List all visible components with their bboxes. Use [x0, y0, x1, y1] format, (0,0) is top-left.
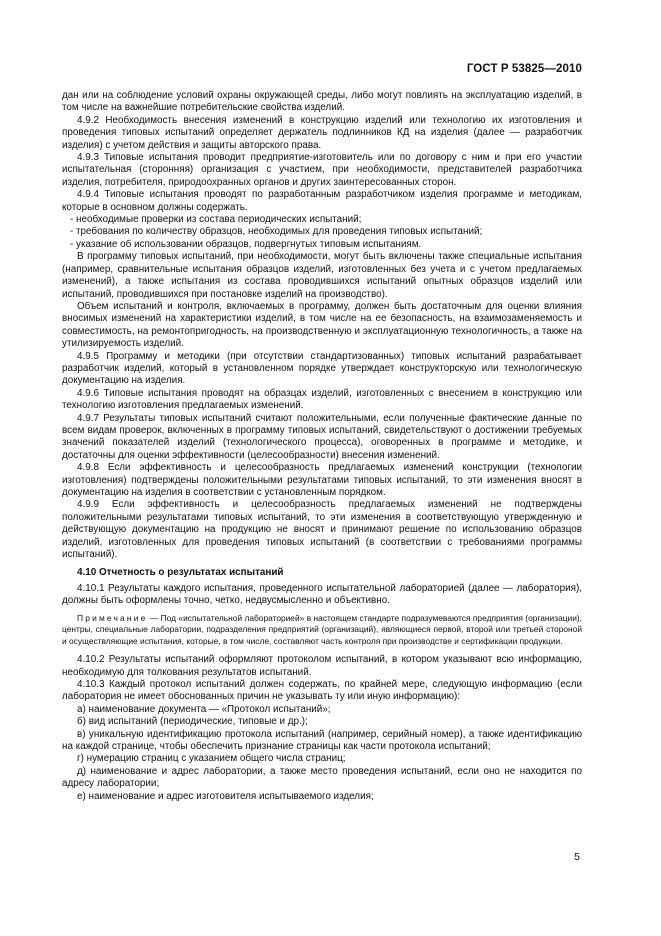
paragraph-4-9-2: 4.9.2 Необходимость внесения изменений в конструкцию изделий или технологию их изготовления и проведения типовых испытаний определяет держатель подлинников КД на изделия (далее — разработчик изделия) с учетом действия и защиты авторского права. — [62, 114, 582, 151]
page-body — [62, 90, 582, 803]
paragraph: Объем испытаний и контроля, включаемых в программу, должен быть достаточным для оценки влияния вносимых изменений на характеристики изделий, в том числе на ее безопасность, на взаимозаменяемость и совместимость, на ремонтопригодность, на производственную и эксплуатационную технологичность, а также на утилизируемость изделий. — [62, 300, 582, 350]
paragraph-4-9-6: 4.9.6 Типовые испытания проводят на образцах изделий, изготовленных с внесением в конструкцию или технологию изготовления предлагаемых изменений. — [62, 387, 582, 412]
list-item: в) уникальную идентификацию протокола испытаний (например, серийный номер), а также идентификацию на каждой странице, чтобы обеспечить признание страницы как части протокола испытаний; — [62, 728, 582, 752]
list-item: г) нумерацию страниц с указанием общего числа страниц; — [77, 753, 346, 765]
list-item: е) наименование и адрес изготовителя испытываемого изделия; — [77, 790, 374, 802]
section-heading: 4.10 Отчетность о результатах испытаний — [77, 567, 284, 579]
paragraph-4-10-3: 4.10.3 Каждый протокол испытаний должен содержать, по крайней мере, следующую информацию (если лаборатория не имеет обоснованных причин не указывать ту или иную информацию): — [62, 678, 582, 703]
paragraph-4-10-2: 4.10.2 Результаты испытаний оформляют протоколом испытаний, в котором указывают всю информацию, необходимую для толкования результатов испытаний. — [62, 654, 582, 678]
paragraph-4-9-4: 4.9.4 Типовые испытания проводят по разработанным разработчиком изделия программе и методикам, которые в основном должны содержать. — [62, 189, 582, 213]
list-item: а) наименование документа — «Протокол испытаний»; — [77, 703, 331, 715]
paragraph-4-10-1: 4.10.1 Результаты каждого испытания, проведенного испытательной лабораторией (далее — лаборатория), должны быть оформлены точно, четко, недвусмысленно и объективно. — [62, 582, 582, 607]
note — [62, 613, 582, 648]
paragraph-4-9-5: 4.9.5 Программу и методики (при отсутствии стандартизованных) типовых испытаний разрабатывает разработчик изделий, который в установленном порядке утверждает конструкторскую или технологическую документацию на изделия. — [62, 350, 582, 387]
list-item: - указание об использовании образцов, подвергнутых типовым испытаниям. — [70, 238, 422, 250]
list-item: - необходимые проверки из состава периодических испытаний; — [70, 214, 362, 226]
paragraph-4-9-7: 4.9.7 Результаты типовых испытаний считают положительными, если полученные фактические данные по всем видам проверок, включенных в программу типовых испытаний, свидетельствуют о достижении требуемых значений показателей изделий (технологического процесса), оговоренных в программе и методике, и достаточны для оценки эффективности (целесообразности) внесения изменений. — [62, 412, 582, 461]
list-item: б) вид испытаний (периодические, типовые и др.); — [77, 716, 308, 728]
list-item: д) наименование и адрес лаборатории, а также место проведения испытаний, если оно не находится по адресу лаборатории; — [62, 765, 582, 790]
paragraph: В программу типовых испытаний, при необходимости, могут быть включены также специальные испытания (например, сравнительные испытания образцов изделий, изготовленных без учета и с учетом предлагаемых изменений), а также испытания из состава проводившихся испытаний опытных образцов изделий или испытаний, проводившихся при постановке изделий на производство). — [62, 251, 582, 300]
paragraph-4-9-8: 4.9.8 Если эффективность и целесообразность предлагаемых изменений конструкции (технологии изготовления) подтверждены положительными результатами типовых испытаний, то эти изменения вносят в документацию на изделия в соответствии с установленным порядком. — [62, 462, 582, 498]
paragraph-4-9-9: 4.9.9 Если эффективность и целесообразность предлагаемых изменений не подтверждены положительными результатами типовых испытаний, то эти изменения в соответствующую утвержденную и действующую документацию на продукцию не вносят и принимают решение по использованию образцов изделий, изготовленных для проведения типовых испытаний (в соответствии с требованиями программы испытаний). — [62, 499, 582, 561]
note-text: — Под «испытательной лабораторией» в настоящем стандарте подразумеваются предприятия (организации), центры, специальные лаборатории, подразделения предприятий (организаций), являющиеся первой, второй или третьей стороной и осуществляющие испытания, которые, в том числе, составляют часть контроля при производстве и сертификации продукции. — [62, 612, 582, 646]
note-label: Примечание — [77, 612, 148, 623]
paragraph-4-9-3: 4.9.3 Типовые испытания проводит предприятие-изготовитель или по договору с ним и при его участии испытательная (сторонняя) организация с участием, при необходимости, представителей разработчика изделия, потребителя, природоохранных органов и других заинтересованных сторон. — [62, 152, 582, 188]
list-item: - требования по количеству образцов, необходимых для проведения типовых испытаний; — [70, 226, 483, 238]
paragraph: дан или на соблюдение условий охраны окружающей среды, либо могут повлиять на эксплуатацию изделий, в том числе на важнейшие потребительские свойства изделий. — [62, 90, 582, 114]
document-header: ГОСТ Р 53825—2010 — [466, 63, 582, 75]
page-number: 5 — [574, 851, 580, 863]
